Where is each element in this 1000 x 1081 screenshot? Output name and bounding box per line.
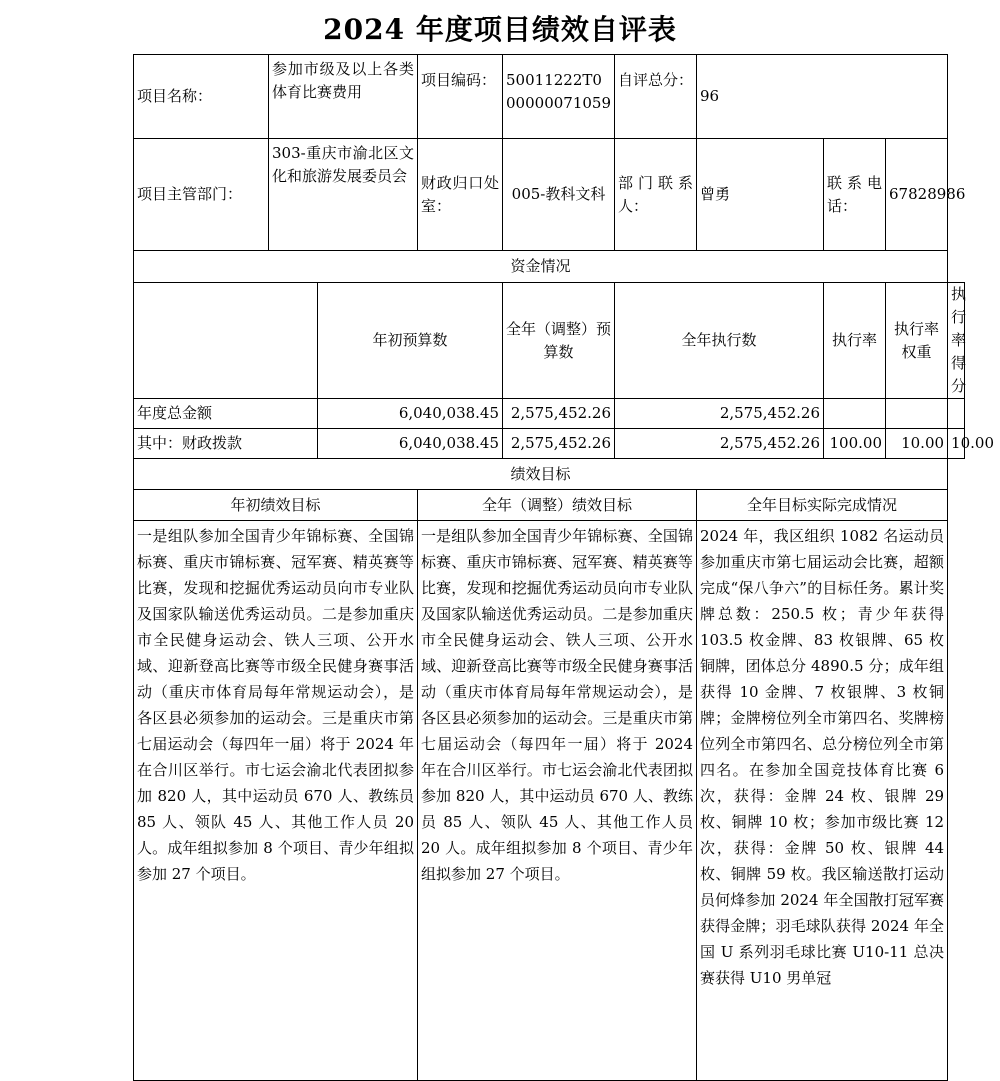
project-code-value: 50011222T000000071059 (503, 55, 615, 139)
funds-header-initial: 年初预算数 (318, 283, 503, 399)
dept-label: 项目主管部门： (134, 139, 269, 251)
project-code-label: 项目编码： (418, 55, 503, 139)
funds-row-weight (886, 399, 948, 429)
funds-section-title: 资金情况 (134, 251, 948, 283)
contact-value: 曾勇 (697, 139, 824, 251)
self-score-value: 96 (697, 55, 948, 139)
goals-section-title: 绩效目标 (134, 459, 948, 490)
funds-header-rate: 执行率 (824, 283, 886, 399)
contact-label: 部门联系人： (615, 139, 697, 251)
funds-row-adjusted: 2,575,452.26 (503, 399, 615, 429)
funds-row-label: 其中：财政拨款 (134, 429, 318, 459)
evaluation-table (133, 54, 994, 1081)
funds-row-rate (824, 399, 886, 429)
funds-row-adjusted: 2,575,452.26 (503, 429, 615, 459)
phone-label: 联系电话： (824, 139, 886, 251)
project-name-label: 项目名称： (134, 55, 269, 139)
funds-row-score: 10.00 (948, 429, 965, 459)
funds-row-label: 年度总金额 (134, 399, 318, 429)
funds-header-adjusted: 全年（调整）预算数 (503, 283, 615, 399)
page-title: 2024 年度项目绩效自评表 (323, 13, 677, 46)
goals-header-initial: 年初绩效目标 (134, 490, 418, 521)
funds-row-initial: 6,040,038.45 (318, 399, 503, 429)
funds-header-executed: 全年执行数 (615, 283, 824, 399)
phone-value: 67828986 (886, 139, 948, 251)
funds-row-rate: 100.00 (824, 429, 886, 459)
finance-office-value: 005-教科文科 (503, 139, 615, 251)
funds-row-weight: 10.00 (886, 429, 948, 459)
finance-office-label: 财政归口处室： (418, 139, 503, 251)
funds-header-blank (134, 283, 318, 399)
funds-header-score: 执行率得分 (948, 283, 965, 399)
funds-row-score (948, 399, 965, 429)
funds-row-executed: 2,575,452.26 (615, 429, 824, 459)
goals-header-adjusted: 全年（调整）绩效目标 (418, 490, 697, 521)
goals-actual-text: 2024 年，我区组织 1082 名运动员参加重庆市第七届运动会比赛，超额完成“保八争六”的目标任务。累计奖牌总数：250.5 枚；青少年获得 103.5 枚金牌、83 枚银牌、65 枚铜牌，团体总分 4890.5 分；成年组获得 10 金牌、7 枚银牌、3 枚铜牌；金牌榜位列全市第四名、奖牌榜位列全市第四名、总分榜位列全市第四名。在参加全国竞技体育比赛 6 次，获得：金牌 24 枚、银牌 29 枚、铜牌 10 枚；参加市级比赛 12 次，获得：金牌 50 枚、银牌 44 枚、铜牌 59 枚。我区输送散打运动员何烽参加 2024 年全国散打冠军赛获得金牌；羽毛球队获得 2024 年全国 U 系列羽毛球比赛 U10-11 总决赛获得 U10 男单冠 (697, 521, 948, 1081)
goals-header-actual: 全年目标实际完成情况 (697, 490, 948, 521)
goals-adjusted-text: 一是组队参加全国青少年锦标赛、全国锦标赛、重庆市锦标赛、冠军赛、精英赛等比赛，发现和挖掘优秀运动员向市专业队及国家队输送优秀运动员。二是参加重庆市全民健身运动会、铁人三项、公开水域、迎新登高比赛等市级全民健身赛事活动（重庆市体育局每年常规运动会），是各区县必须参加的运动会。三是重庆市第七届运动会（每四年一届）将于 2024 年在合川区举行。市七运会渝北代表团拟参加 820 人，其中运动员 670 人、教练员 85 人、领队 45 人、其他工作人员 20 人。成年组拟参加 8 个项目、青少年组拟参加 27 个项目。 (418, 521, 697, 1081)
funds-row-executed: 2,575,452.26 (615, 399, 824, 429)
project-name-value: 参加市级及以上各类体育比赛费用 (269, 55, 418, 139)
dept-value: 303-重庆市渝北区文化和旅游发展委员会 (269, 139, 418, 251)
funds-header-weight: 执行率权重 (886, 283, 948, 399)
funds-row-initial: 6,040,038.45 (318, 429, 503, 459)
self-score-label: 自评总分： (615, 55, 697, 139)
goals-initial-text: 一是组队参加全国青少年锦标赛、全国锦标赛、重庆市锦标赛、冠军赛、精英赛等比赛，发现和挖掘优秀运动员向市专业队及国家队输送优秀运动员。二是参加重庆市全民健身运动会、铁人三项、公开水域、迎新登高比赛等市级全民健身赛事活动（重庆市体育局每年常规运动会），是各区县必须参加的运动会。三是重庆市第七届运动会（每四年一届）将于 2024 年在合川区举行。市七运会渝北代表团拟参加 820 人，其中运动员 670 人、教练员 85 人、领队 45 人、其他工作人员 20 人。成年组拟参加 8 个项目、青少年组拟参加 27 个项目。 (134, 521, 418, 1081)
